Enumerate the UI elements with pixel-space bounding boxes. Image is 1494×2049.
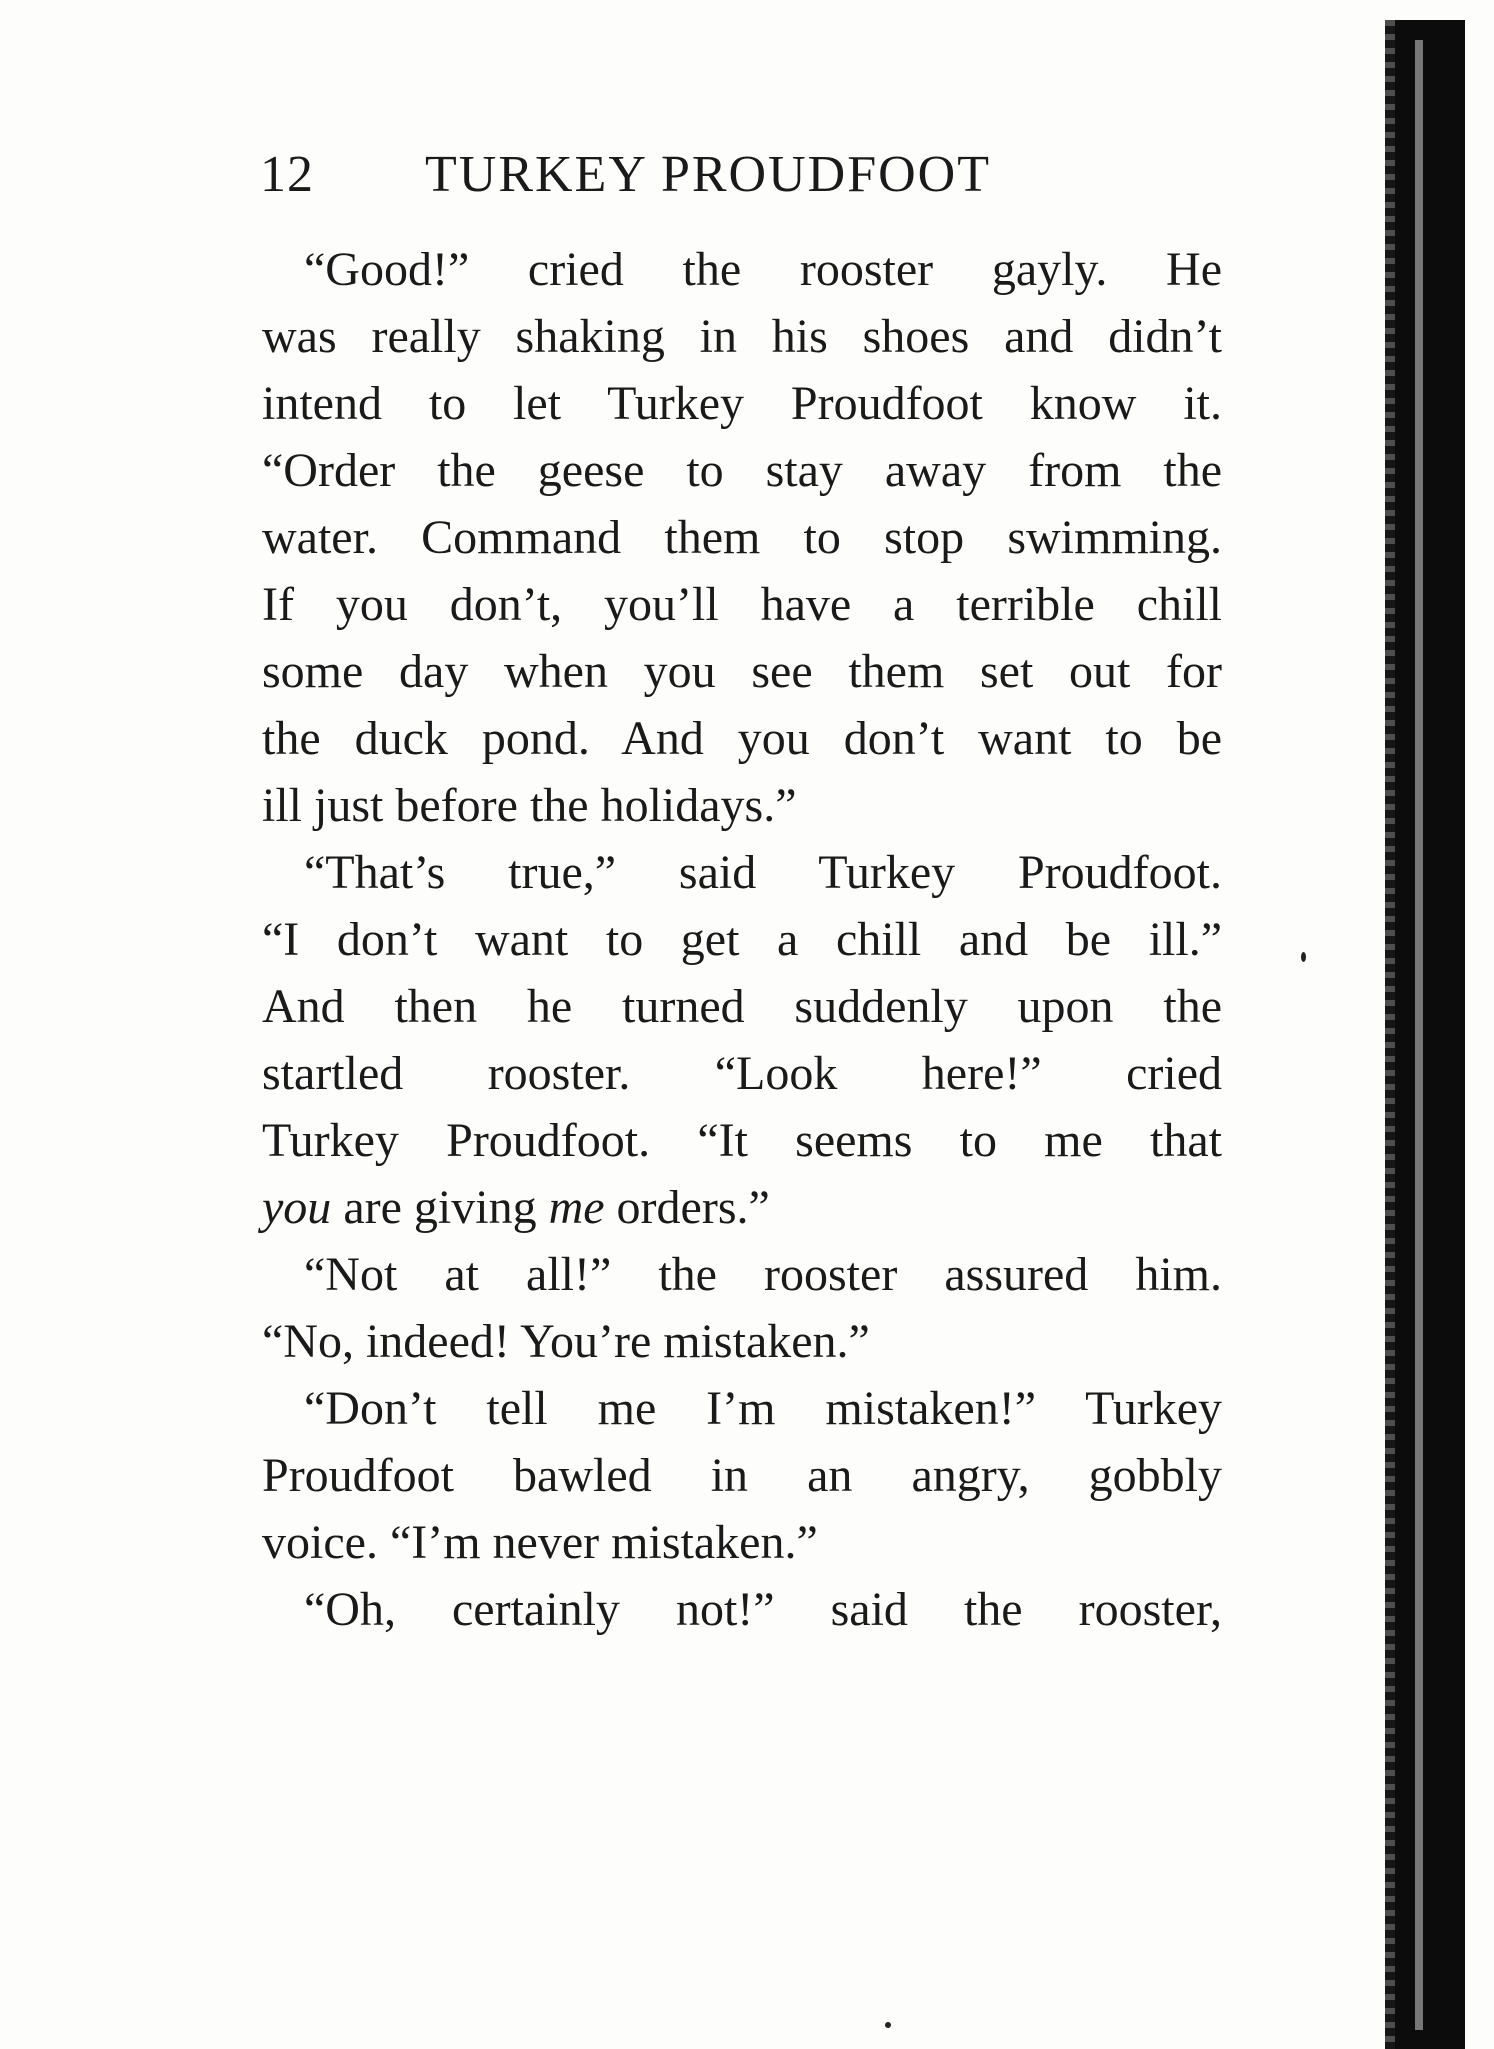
text-line: “Don’t tell me I’m mistaken!” Turkey bbox=[304, 1382, 1222, 1435]
text-line: intend to let Turkey Proudfoot know it. bbox=[262, 377, 1222, 430]
body-text bbox=[262, 236, 1222, 1643]
text-line: the duck pond. And you don’t want to be bbox=[262, 712, 1222, 765]
page-binding-shadow bbox=[1385, 20, 1465, 2049]
italic-word: me bbox=[548, 1181, 605, 1234]
page-number: 12 bbox=[260, 146, 314, 203]
text-line: Proudfoot bawled in an angry, gobbly bbox=[262, 1449, 1222, 1502]
italic-word: you bbox=[262, 1181, 332, 1234]
running-title: TURKEY PROUDFOOT bbox=[425, 146, 991, 203]
text-line: “I don’t want to get a chill and be ill.” bbox=[262, 913, 1222, 966]
ink-speck bbox=[885, 2022, 891, 2028]
binding-streak bbox=[1415, 40, 1423, 2030]
text-line: Turkey Proudfoot. “It seems to me that bbox=[262, 1114, 1222, 1167]
text-line: ill just before the holidays.” bbox=[262, 779, 797, 832]
text-line: “Good!” cried the rooster gayly. He bbox=[304, 243, 1222, 296]
text-fragment: orders.” bbox=[604, 1181, 770, 1234]
text-fragment: are giving bbox=[331, 1181, 549, 1234]
text-line: “Oh, certainly not!” said the rooster, bbox=[304, 1583, 1222, 1636]
text-line: “That’s true,” said Turkey Proudfoot. bbox=[304, 846, 1222, 899]
text-line: startled rooster. “Look here!” cried bbox=[262, 1047, 1222, 1100]
text-line: And then he turned suddenly upon the bbox=[262, 980, 1222, 1033]
text-line: “Order the geese to stay away from the bbox=[262, 444, 1222, 497]
text-line: was really shaking in his shoes and didn’t bbox=[262, 310, 1222, 363]
ink-speck bbox=[1301, 952, 1306, 962]
text-line: “Not at all!” the rooster assured him. bbox=[304, 1248, 1222, 1301]
text-line-italic bbox=[262, 1174, 1222, 1241]
text-line: some day when you see them set out for bbox=[262, 645, 1222, 698]
page-header bbox=[260, 140, 1220, 210]
text-line: water. Command them to stop swimming. bbox=[262, 511, 1222, 564]
text-line: If you don’t, you’ll have a terrible chill bbox=[262, 578, 1222, 631]
text-line: “No, indeed! You’re mistaken.” bbox=[262, 1315, 870, 1368]
text-line: voice. “I’m never mistaken.” bbox=[262, 1516, 818, 1569]
binding-edge bbox=[1385, 20, 1395, 2049]
